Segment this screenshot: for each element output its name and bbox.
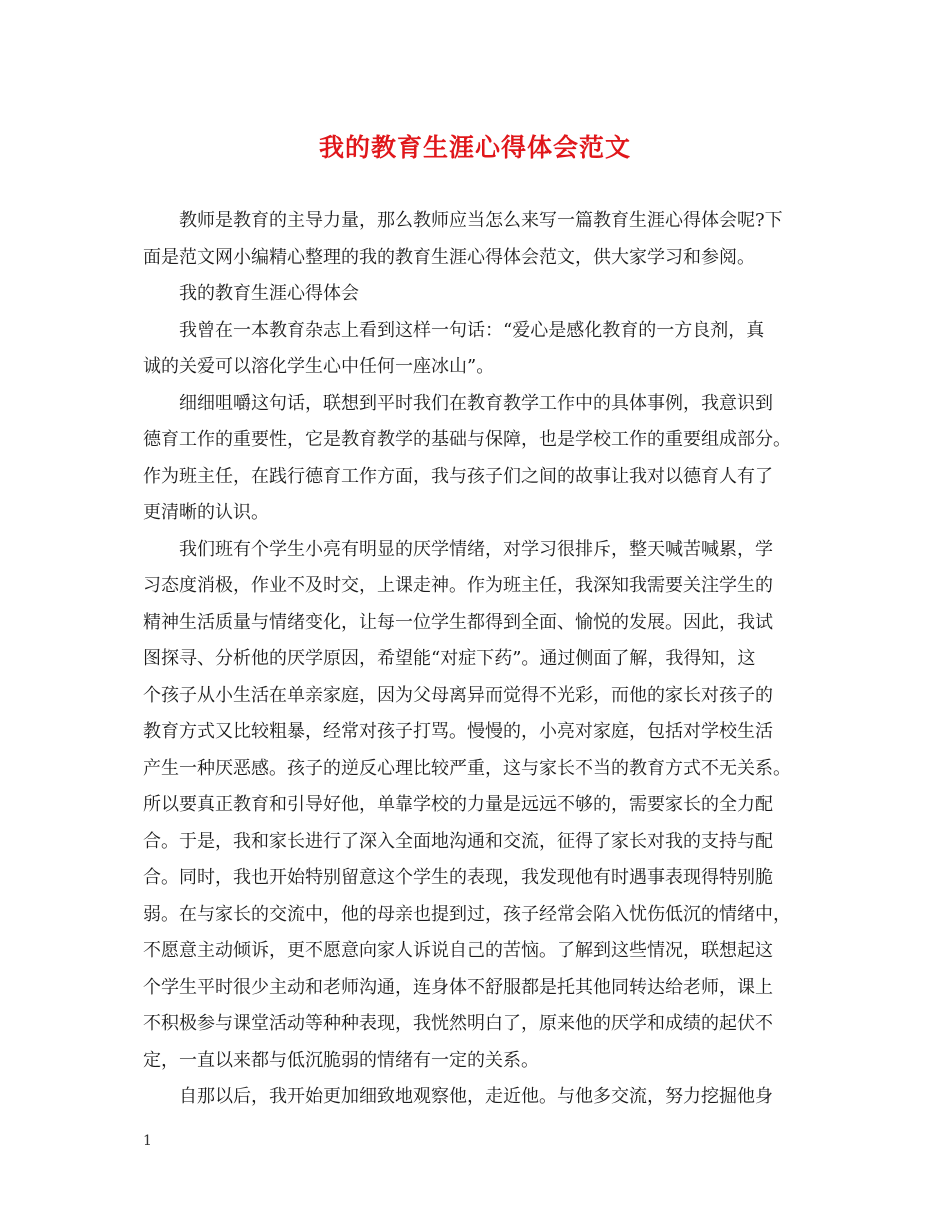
body-text-line: 面是范文网小编精心整理的我的教育生涯心得体会范文，供大家学习和参阅。 — [143, 246, 755, 268]
body-text-line: 我曾在一本教育杂志上看到这样一句话：“爱心是感化教育的一方良剂，真 — [179, 319, 765, 341]
page-number: 1 — [143, 1133, 152, 1149]
body-text-line: 更清晰的认识。 — [143, 502, 269, 523]
body-text-line: 不积极参与课堂活动等种种表现，我恍然明白了，原来他的厌学和成绩的起伏不 — [143, 1013, 773, 1034]
body-text-line: 细细咀嚼这句话，联想到平时我们在教育教学工作中的具体事例，我意识到 — [179, 392, 773, 414]
body-text-line: 合。同时，我也开始特别留意这个学生的表现，我发现他有时遇事表现得特别脆 — [143, 867, 773, 888]
document-title: 我的教育生涯心得体会范文 — [318, 133, 631, 162]
body-text-line: 作为班主任，在践行德育工作方面，我与孩子们之间的故事让我对以德育人有了 — [143, 465, 773, 487]
body-text-line: 图探寻、分析他的厌学原因，希望能“对症下药”。通过侧面了解，我得知，这 — [143, 648, 756, 669]
body-text-line: 产生一种厌恶感。孩子的逆反心理比较严重，这与家长不当的教育方式不无关系。 — [143, 757, 791, 779]
document-body — [143, 203, 823, 1116]
body-text-line: 弱。在与家长的交流中，他的母亲也提到过，孩子经常会陷入忧伤低沉的情绪中， — [143, 903, 791, 925]
body-text-line: 教师是教育的主导力量，那么教师应当怎么来写一篇教育生涯心得体会呢?下 — [179, 210, 783, 231]
body-text-line: 德育工作的重要性，它是教育教学的基础与保障，也是学校工作的重要组成部分。 — [143, 429, 791, 450]
body-text-line: 我们班有个学生小亮有明显的厌学情绪，对学习很排斥，整天喊苦喊累，学 — [179, 538, 773, 560]
body-text-line: 习态度消极，作业不及时交，上课走神。作为班主任，我深知我需要关注学生的 — [143, 575, 773, 596]
body-text-line: 合。于是，我和家长进行了深入全面地沟通和交流，征得了家长对我的支持与配 — [143, 830, 773, 852]
body-text-line: 我的教育生涯心得体会 — [179, 283, 359, 304]
body-text-line: 精神生活质量与情绪变化，让每一位学生都得到全面、愉悦的发展。因此，我试 — [143, 611, 773, 633]
body-text-line: 教育方式又比较粗暴，经常对孩子打骂。慢慢的，小亮对家庭，包括对学校生活 — [143, 721, 773, 742]
body-text-line: 个学生平时很少主动和老师沟通，连身体不舒服都是托其他同转达给老师，课上 — [143, 976, 773, 998]
body-text-line: 定，一直以来都与低沉脆弱的情绪有一定的关系。 — [143, 1049, 539, 1071]
body-text-line: 不愿意主动倾诉，更不愿意向家人诉说自己的苦恼。了解到这些情况，联想起这 — [143, 940, 773, 961]
body-text-line: 诚的关爱可以溶化学生心中任何一座冰山”。 — [143, 356, 495, 377]
body-text-line: 自那以后，我开始更加细致地观察他，走近他。与他多交流，努力挖掘他身 — [179, 1086, 773, 1107]
body-text-line: 个孩子从小生活在单亲家庭，因为父母离异而觉得不光彩，而他的家长对孩子的 — [143, 684, 773, 706]
body-text-line: 所以要真正教育和引导好他，单靠学校的力量是远远不够的，需要家长的全力配 — [143, 794, 773, 815]
